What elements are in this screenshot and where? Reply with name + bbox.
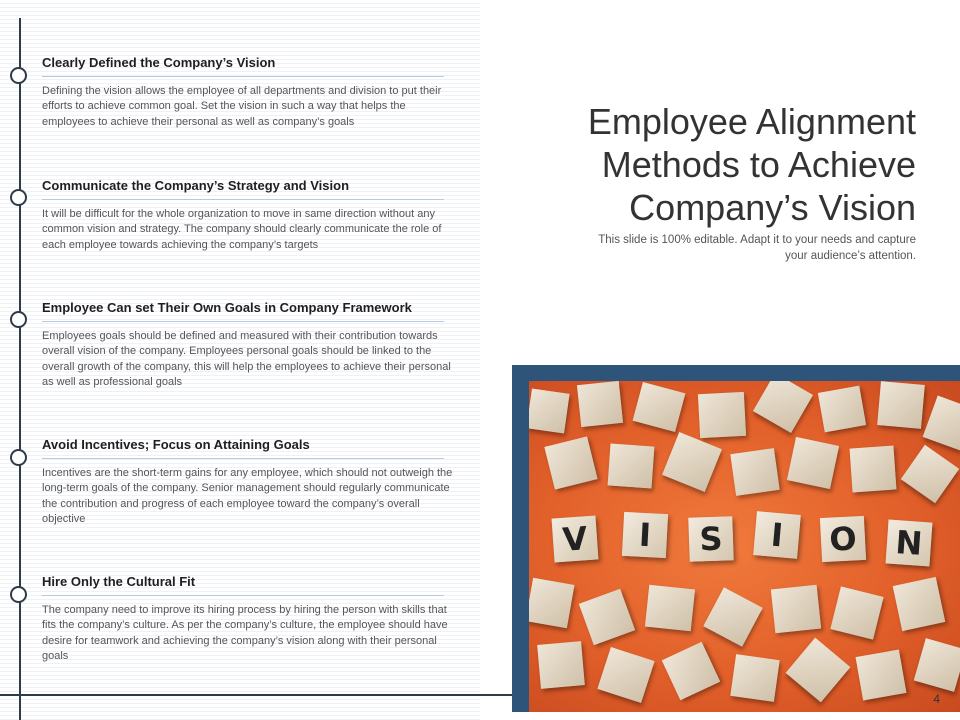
blank-tile (662, 432, 722, 492)
blank-tile (850, 446, 897, 493)
slide-subtitle: This slide is 100% editable. Adapt it to your needs and capture your audience’s attention. (598, 234, 916, 262)
timeline-marker-4 (10, 449, 27, 466)
blank-tile (608, 444, 655, 489)
blank-tile (579, 589, 635, 645)
blank-tile (529, 389, 570, 434)
blank-tile (818, 386, 866, 433)
letter-tile-i-second: I (753, 511, 801, 559)
timeline-marker-5 (10, 586, 27, 603)
slide-title: Employee Alignment Methods to Achieve Company’s Vision (587, 101, 916, 228)
method-item-5 (42, 574, 452, 664)
method-item-3 (42, 300, 452, 390)
method-heading: Clearly Defined the Company’s Vision (42, 55, 444, 77)
photo-frame (512, 365, 960, 712)
blank-tile (877, 381, 925, 429)
timeline-marker-2 (10, 189, 27, 206)
timeline-marker-1 (10, 67, 27, 84)
blank-tile (544, 436, 597, 489)
vision-tiles-photo (529, 381, 960, 712)
letter-tile-v: V (552, 516, 599, 563)
blank-tile (698, 392, 746, 438)
blank-tile (753, 381, 813, 433)
blank-tile (893, 577, 946, 631)
blank-tile (633, 382, 686, 432)
blank-tile (830, 586, 883, 639)
blank-tile (645, 585, 695, 632)
blank-tile (787, 437, 839, 489)
timeline-marker-3 (10, 311, 27, 328)
blank-tile (662, 642, 720, 700)
method-description: Employees goals should be defined and measured with their contribution towards overall vision of the company. Employees personal goals should be linked to the overall growth of the company, this will help the employees to achieve their personal as well as professional goals (42, 330, 451, 388)
method-description: Incentives are the short-term gains for any employee, which should not outweigh the long-term goals of the company. Senior management should regularly communicate the contribution and progress of each employee toward the company’s overall objective (42, 467, 453, 525)
blank-tile (901, 445, 959, 503)
blank-tile (597, 647, 654, 703)
blank-tile (703, 587, 763, 647)
timeline-line (19, 18, 21, 720)
letter-tile-n: N (886, 520, 933, 567)
letter-tile-o: O (820, 516, 866, 562)
letter-tile-i: I (622, 512, 668, 558)
blank-tile (856, 650, 907, 701)
method-heading: Communicate the Company’s Strategy and Vision (42, 178, 444, 200)
letter-tile-s: S (688, 516, 734, 562)
blank-tile (537, 641, 585, 689)
page-number: 4 (933, 692, 940, 706)
method-description: The company need to improve its hiring process by hiring the person with skills that fits the company’s culture. As per the company’s culture, the employee should have desire for teamwork and achieving the company’s vision along with their personal goals (42, 604, 448, 662)
blank-tile (730, 448, 779, 496)
method-description: It will be difficult for the whole organization to move in same direction without any common vision and strategy. The company should clearly communicate the role of each employee towards achieving the company’s targets (42, 208, 442, 251)
blank-tile (577, 381, 623, 427)
method-heading: Avoid Incentives; Focus on Attaining Goals (42, 437, 444, 459)
method-item-2 (42, 178, 452, 253)
blank-tile (923, 395, 960, 450)
method-heading: Employee Can set Their Own Goals in Company Framework (42, 300, 444, 322)
blank-tile (786, 638, 851, 703)
blank-tile (529, 578, 575, 629)
blank-tile (914, 638, 960, 692)
blank-tile (771, 585, 821, 634)
blank-tile (730, 654, 779, 702)
method-item-4 (42, 437, 452, 527)
method-heading: Hire Only the Cultural Fit (42, 574, 444, 596)
method-description: Defining the vision allows the employee of all departments and division to put their efforts to achieve common goal. Set the vision in such a way that helps the employees to achieve their personal as well as company’s goals (42, 85, 442, 128)
method-item-1 (42, 55, 452, 130)
